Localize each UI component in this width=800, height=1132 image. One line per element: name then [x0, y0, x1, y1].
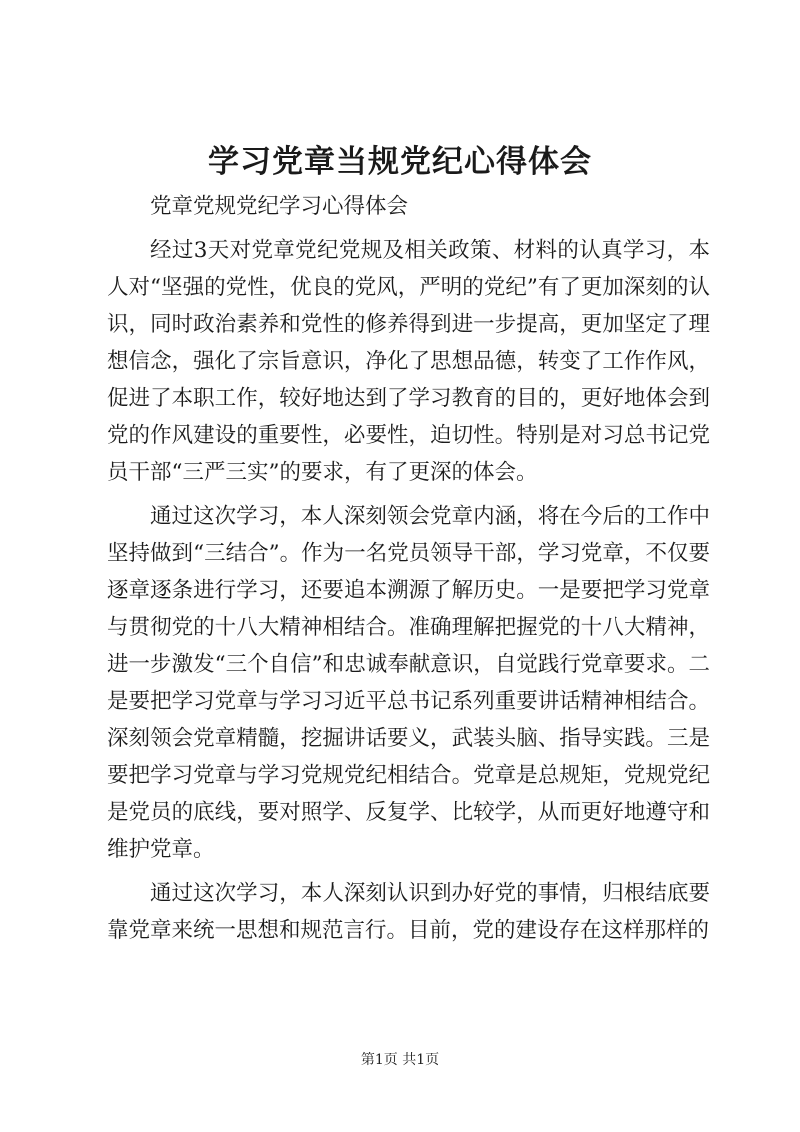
document-subtitle: 党章党规党纪学习心得体会	[150, 194, 409, 219]
document-body	[107, 188, 710, 956]
paragraph-3: 通过这次学习，本人深刻认识到办好党的事情，归根结底要靠党章来统一思想和规范言行。目前，党的建设存在这样那样的	[107, 881, 710, 943]
paragraph-1: 经过3天对党章党纪党规及相关政策、材料的认真学习，本人对“坚强的党性，优良的党风，严明的党纪”有了更加深刻的认识，同时政治素养和党性的修养得到进一步提高，更加坚定了理想信念，强化了宗旨意识，净化了思想品德，转变了工作作风，促进了本职工作，较好地达到了学习教育的目的，更好地体会到党的作风建设的重要性，必要性，迫切性。特别是对习总书记党员干部“三严三实”的要求，有了更深的体会。	[107, 238, 710, 485]
document-title: 学习党章当规党纪心得体会	[208, 144, 592, 180]
paragraph-2: 通过这次学习，本人深刻领会党章内涵，将在今后的工作中坚持做到“三结合”。作为一名党员领导干部，学习党章，不仅要逐章逐条进行学习，还要追本溯源了解历史。一是要把学习党章与贯彻党的十八大精神相结合。准确理解把握党的十八大精神，进一步激发“三个自信”和忠诚奉献意识，自觉践行党章要求。二是要把学习党章与学习习近平总书记系列重要讲话精神相结合。深刻领会党章精髓，挖掘讲话要义，武装头脑、指导实践。三是要把学习党章与学习党规党纪相结合。党章是总规矩，党规党纪是党员的底线，要对照学、反复学、比较学，从而更好地遵守和维护党章。	[107, 504, 710, 862]
page-footer: 第1页 共1页	[360, 1052, 440, 1068]
